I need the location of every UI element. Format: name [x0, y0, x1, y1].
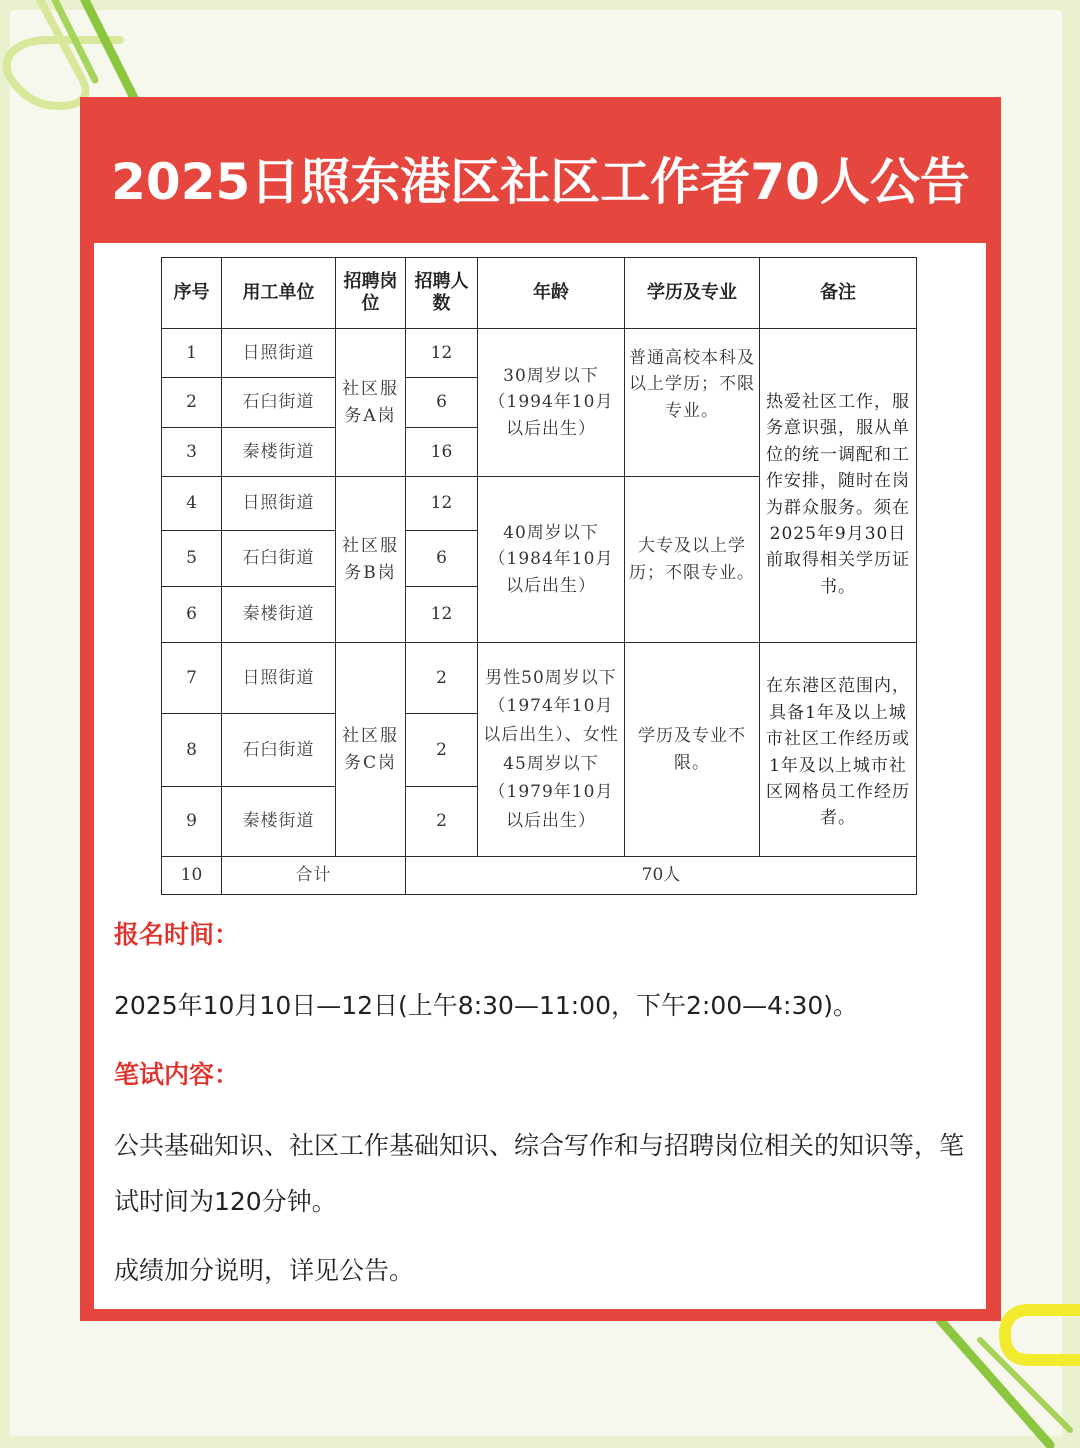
- cell-edu: 普通高校本科及以上学历；不限专业。: [625, 329, 760, 477]
- cell-post: 社区服务C岗: [336, 643, 406, 857]
- signup-label: 报名时间：: [114, 920, 240, 949]
- table-row: [162, 329, 917, 378]
- cell-seq: 5: [162, 531, 222, 587]
- exam-label: 笔试内容：: [114, 1060, 240, 1089]
- table-row: [162, 643, 917, 714]
- cell-seq: 3: [162, 428, 222, 477]
- cell-edu: 学历及专业不限。: [625, 643, 760, 857]
- cell-unit: 秦楼街道: [222, 587, 336, 643]
- recruitment-table: [161, 257, 917, 895]
- content-panel: [94, 243, 986, 1309]
- cell-age: 30周岁以下（1994年10月以后出生）: [478, 329, 625, 477]
- table-header-row: [162, 258, 917, 329]
- header-age: 年龄: [478, 258, 625, 329]
- cell-unit: 石臼街道: [222, 714, 336, 787]
- cell-unit: 日照街道: [222, 329, 336, 378]
- cell-post: 社区服务B岗: [336, 477, 406, 643]
- announcement-card: [80, 97, 1001, 1321]
- header-seq: 序号: [162, 258, 222, 329]
- cell-seq: 8: [162, 714, 222, 787]
- cell-edu: 大专及以上学历；不限专业。: [625, 477, 760, 643]
- cell-seq: 7: [162, 643, 222, 714]
- cell-unit: 秦楼街道: [222, 787, 336, 857]
- cell-count: 16: [406, 428, 478, 477]
- bonus-text: 成绩加分说明，详见公告。: [114, 1256, 415, 1285]
- cell-count: 2: [406, 643, 478, 714]
- signup-text: 2025年10月10日—12日(上午8:30—11:00，下午2:00—4:30)。: [114, 991, 859, 1020]
- cell-seq: 2: [162, 378, 222, 428]
- cell-seq: 1: [162, 329, 222, 378]
- cell-count: 6: [406, 378, 478, 428]
- cell-unit: 石臼街道: [222, 531, 336, 587]
- page-title: 2025日照东港区社区工作者70人公告: [111, 153, 970, 211]
- header-count: 招聘人数: [406, 258, 478, 329]
- cell-count: 2: [406, 714, 478, 787]
- cell-count: 2: [406, 787, 478, 857]
- cell-unit: 日照街道: [222, 643, 336, 714]
- cell-age: 男性50周岁以下（1974年10月以后出生）、女性45周岁以下（1979年10月以后出生）: [478, 643, 625, 857]
- header-unit: 用工单位: [222, 258, 336, 329]
- cell-seq: 6: [162, 587, 222, 643]
- cell-count: 12: [406, 329, 478, 378]
- cell-count: 12: [406, 587, 478, 643]
- cell-unit: 石臼街道: [222, 378, 336, 428]
- cell-count: 12: [406, 477, 478, 531]
- cell-seq: 9: [162, 787, 222, 857]
- cell-seq: 10: [162, 857, 222, 895]
- header-edu: 学历及专业: [625, 258, 760, 329]
- cell-total-value: 70人: [406, 857, 917, 895]
- table-total-row: [162, 857, 917, 895]
- cell-count: 6: [406, 531, 478, 587]
- cell-total-label: 合计: [222, 857, 406, 895]
- cell-note: 热爱社区工作，服务意识强，服从单位的统一调配和工作安排，随时在岗为群众服务。须在2025年9月30日前取得相关学历证书。: [760, 329, 917, 643]
- cell-seq: 4: [162, 477, 222, 531]
- cell-post: 社区服务A岗: [336, 329, 406, 477]
- cell-unit: 日照街道: [222, 477, 336, 531]
- header-post: 招聘岗位: [336, 258, 406, 329]
- cell-unit: 秦楼街道: [222, 428, 336, 477]
- cell-note: 在东港区范围内，具备1年及以上城市社区工作经历或1年及以上城市社区网格员工作经历者。: [760, 643, 917, 857]
- header-note: 备注: [760, 258, 917, 329]
- exam-text: 公共基础知识、社区工作基础知识、综合写作和与招聘岗位相关的知识等，笔试时间为120分钟。: [114, 1131, 965, 1216]
- cell-age: 40周岁以下（1984年10月以后出生）: [478, 477, 625, 643]
